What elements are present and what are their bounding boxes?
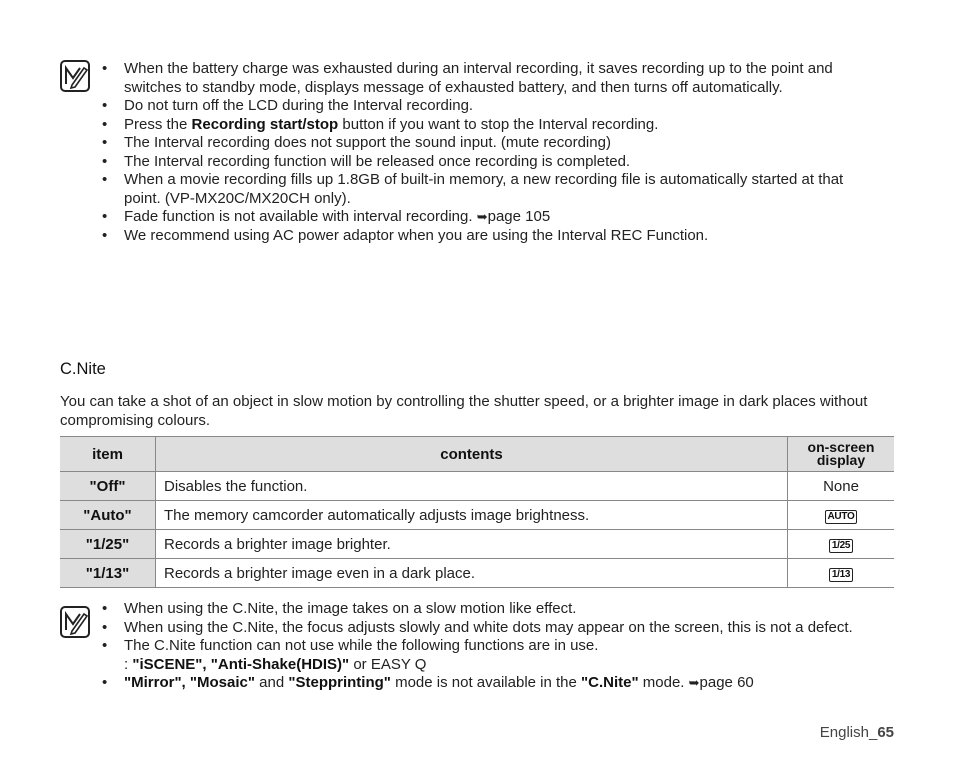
page-ref: page 60 [699,674,754,691]
row-item: "Auto" [60,501,156,530]
row-item: "1/13" [60,559,156,588]
row-item: "1/25" [60,530,156,559]
row-contents: Records a brighter image even in a dark place. [156,559,788,588]
page-footer [820,724,894,741]
row-contents: The memory camcorder automatically adjusts image brightness. [156,501,788,530]
list-item: • Fade function is not available with interval recording. ➥page 105 [100,208,870,227]
auto-osd-icon: AUTO [825,510,858,524]
footer-language: English_ [819,724,878,741]
list-item: • When using the C.Nite, the focus adjusts slowly and white dots may appear on the screen, this is not a defect. [100,619,870,638]
column-header-contents: contents [156,437,788,472]
table-row [60,530,894,559]
list-item: • The C.Nite function can not use while the following functions are in use. : "iSCENE", "Anti-Shake(HDIS)" or EASY Q [100,637,870,674]
row-contents: Records a brighter image brighter. [156,530,788,559]
list-item: • The Interval recording function will be released once recording is completed. [100,153,870,172]
note-pencil-icon [60,606,90,638]
list-item: • "Mirror", "Mosaic" and "Stepprinting" mode is not available in the "C.Nite" mode. ➥page 60 [100,674,870,693]
table-header-row [60,437,894,472]
list-item: • When the battery charge was exhausted during an interval recording, it saves recording up to the point and switches to standby mode, displays message of exhausted battery, and then turns off automatically. [100,60,870,97]
row-display [788,501,895,530]
table-row [60,559,894,588]
row-contents: Disables the function. [156,472,788,501]
note-pencil-icon [60,60,90,92]
table-row [60,501,894,530]
list-item: • The Interval recording does not support the sound input. (mute recording) [100,134,870,153]
row-display: None [788,472,895,501]
page-ref-arrow-icon: ➥ [476,209,488,224]
list-item: • We recommend using AC power adaptor when you are using the Interval REC Function. [100,227,870,246]
note-list [100,600,870,693]
cnite-table [60,436,894,588]
note-list [100,60,870,245]
shutter-1-13-osd-icon: 1/13 [829,568,853,582]
row-display [788,559,895,588]
section-intro: You can take a shot of an object in slow motion by controlling the shutter speed, or a brighter image in dark places without compromising colours. [60,393,868,429]
list-item: • When using the C.Nite, the image takes on a slow motion like effect. [100,600,870,619]
page-ref-arrow-icon: ➥ [688,675,700,690]
column-header-item: item [60,437,156,472]
row-display [788,530,895,559]
row-item: "Off" [60,472,156,501]
shutter-1-25-osd-icon: 1/25 [829,539,853,553]
list-item: • When a movie recording fills up 1.8GB of built-in memory, a new recording file is automatically started at that point. (VP-MX20C/MX20CH only). [100,171,870,208]
list-item: • Do not turn off the LCD during the Interval recording. [100,97,870,116]
table-row [60,472,894,501]
section-title: C.Nite [60,360,106,378]
column-header-display: on-screen display [788,437,895,472]
page-ref: page 105 [487,208,551,225]
page-number: 65 [877,724,894,741]
list-item: • Press the Recording start/stop button if you want to stop the Interval recording. [100,116,870,135]
